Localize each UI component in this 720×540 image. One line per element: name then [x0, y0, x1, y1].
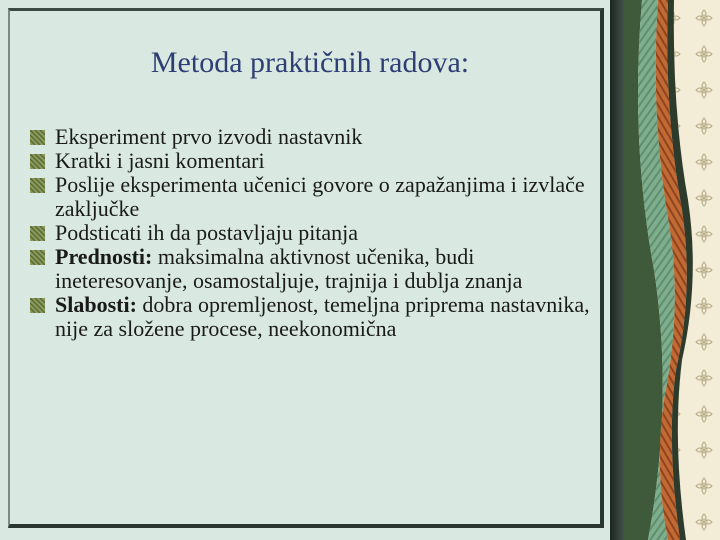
frame-shadow	[610, 0, 624, 540]
bullet-text: Eksperiment prvo izvodi nastavnik	[55, 124, 363, 149]
square-bullet-icon	[30, 298, 45, 313]
bullet-list	[30, 125, 595, 341]
decorative-border	[624, 0, 720, 540]
bullet-text: dobra opremljenost, temeljna priprema nastavnika, nije za složene procese, neekonomična	[55, 292, 590, 341]
list-item	[30, 245, 595, 293]
list-item	[30, 125, 595, 149]
square-bullet-icon	[30, 154, 45, 169]
square-bullet-icon	[30, 250, 45, 265]
list-item	[30, 149, 595, 173]
list-item	[30, 293, 595, 341]
slide-title: Metoda praktičnih radova:	[150, 46, 470, 79]
bullet-label: Slabosti:	[55, 292, 137, 317]
bullet-text: Poslije eksperimenta učenici govore o zapažanjima i izvlače zaključke	[55, 172, 585, 221]
bullet-text: Kratki i jasni komentari	[55, 148, 265, 173]
square-bullet-icon	[30, 226, 45, 241]
list-item	[30, 221, 595, 245]
square-bullet-icon	[30, 130, 45, 145]
bullet-text: maksimalna aktivnost učenika, budi ineteresovanje, osamostaljuje, trajnija i dublja znanja	[55, 244, 523, 293]
square-bullet-icon	[30, 178, 45, 193]
bullet-label: Prednosti:	[55, 244, 153, 269]
list-item	[30, 173, 595, 221]
bullet-text: Podsticati ih da postavljaju pitanja	[55, 220, 359, 245]
